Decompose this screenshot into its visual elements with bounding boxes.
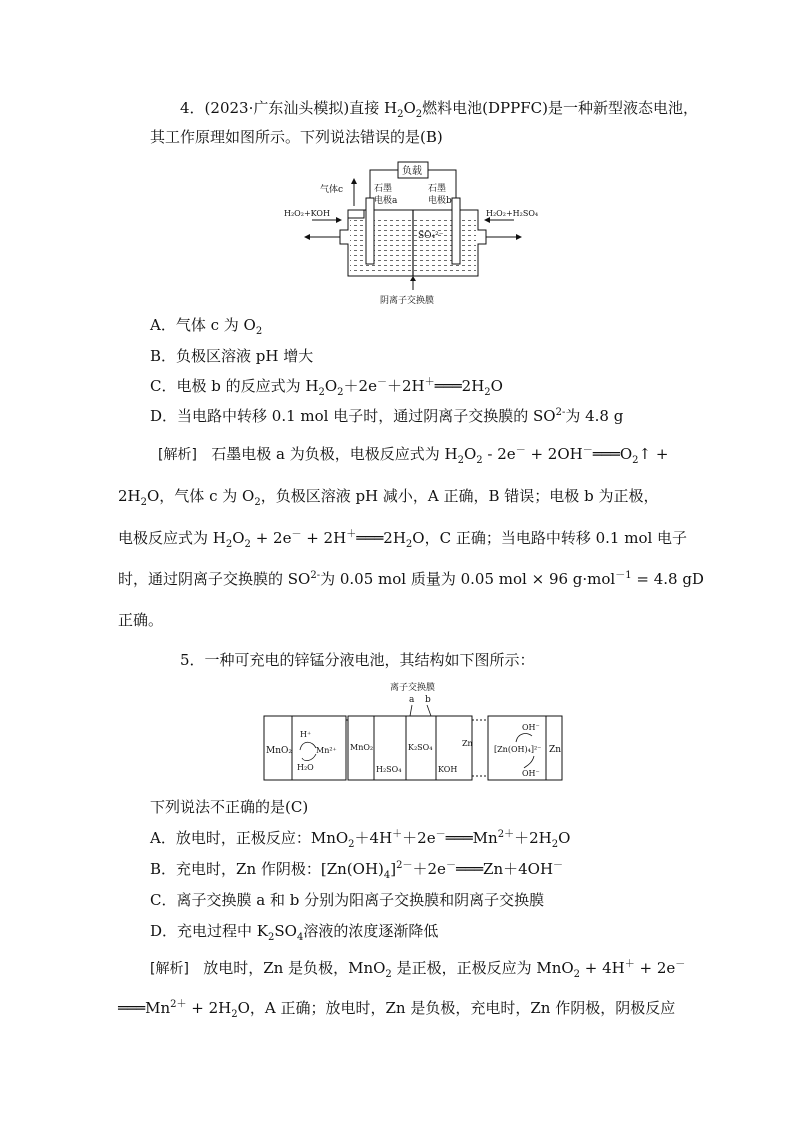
q4-option-a-text: A．气体 c 为 O [150, 316, 256, 334]
equals-sign: ═══ [445, 829, 473, 847]
t: 时，通过阴离子交换膜的 SO [118, 570, 311, 588]
t: 溶液的浓度逐渐降低 [303, 922, 439, 940]
q4-option-c [150, 376, 503, 396]
t: ＋2e [402, 829, 436, 847]
q4-answer: B [425, 128, 437, 146]
q4-close: ) [436, 128, 443, 146]
q5-answer: C [290, 798, 303, 816]
t: + 2e [250, 529, 292, 547]
t: Mn [145, 999, 171, 1017]
t: ) [302, 798, 309, 816]
t: - 2e [482, 445, 516, 463]
sub: 2 [348, 839, 355, 850]
t: 2H [383, 529, 406, 547]
t: 石墨电极 a 为负极，电极反应式为 H [211, 445, 458, 463]
sup: 2- [310, 570, 321, 581]
right-znoh: [Zn(OH)₄]²⁻ [494, 745, 542, 754]
mid-mno2: MnO₂ [350, 743, 374, 752]
t: 为 0.05 mol 质量为 0.05 mol × 96 g·mol [320, 570, 616, 588]
t: 2H [461, 377, 485, 395]
left-mn: Mn²⁺ [316, 746, 337, 755]
t: ＋4H [354, 829, 393, 847]
sup: － [582, 445, 593, 456]
t: O [558, 829, 571, 847]
equals-sign: ═══ [356, 529, 384, 547]
t: O [490, 377, 503, 395]
q5-stem [180, 650, 535, 670]
right-oh-top: OH⁻ [522, 723, 540, 732]
mid-k2so4: K₂SO₄ [408, 743, 433, 752]
q4-option-b [150, 346, 313, 366]
membrane-label: 阴离子交换膜 [380, 296, 435, 306]
left-mno2: MnO₂ [266, 746, 292, 756]
sup: ＋ [624, 959, 635, 970]
q4-analysis-line3 [118, 528, 687, 548]
electrode-b [452, 198, 460, 264]
q5-stem-text: 5．一种可充电的锌锰分液电池，其结构如下图所示： [180, 651, 535, 669]
sub: 2 [268, 932, 275, 943]
membrane-a-label: a [409, 695, 415, 705]
sub: 4 [296, 932, 304, 943]
q5-analysis-line1 [150, 958, 685, 979]
sub: 4 [383, 870, 391, 881]
mid-koh: KOH [438, 765, 458, 774]
t: ＋2e [343, 377, 377, 395]
sup: － [435, 829, 446, 840]
equals-sign: ═══ [118, 999, 146, 1017]
sup: ＋ [392, 829, 403, 840]
t: D．充电过程中 K [150, 922, 269, 940]
sup: 2- [555, 407, 566, 418]
q4-number: 4． [180, 99, 205, 117]
sub: 2 [632, 455, 639, 466]
q5-option-a [150, 828, 570, 848]
q4-stem-a: 直接 [349, 99, 380, 117]
sub: 2 [231, 1009, 238, 1020]
q4-option-d-pre: D．当电路中转移 0.1 mol 电子时，通过阴离子交换膜的 SO [150, 407, 556, 425]
sub: 2 [140, 497, 147, 508]
sub: 2 [484, 387, 491, 398]
t: Mn [472, 829, 498, 847]
q4-option-c-pre: C．电极 b 的反应式为 H [150, 377, 319, 395]
graphite-a-1: 石墨 [374, 184, 393, 194]
q4-stem-line2 [150, 127, 443, 147]
q4-fuel-cell-diagram [282, 158, 562, 308]
sub: 2 [405, 539, 413, 550]
sup: 2＋ [170, 999, 187, 1010]
t: Zn＋4OH [483, 860, 554, 878]
t: + 2H [186, 999, 232, 1017]
t: 放电时，Zn 是负极，MnO [203, 959, 386, 977]
q4-analysis-line5 [118, 610, 163, 630]
q4-option-a [150, 315, 262, 335]
q4-option-a-sub: 2 [255, 326, 263, 337]
t: + 4H [580, 959, 625, 977]
sup: － [515, 445, 526, 456]
t: O [324, 377, 338, 395]
q5-option-d [150, 921, 438, 941]
q4-analysis-line1 [158, 444, 668, 465]
q4-stem-line2-text: 其工作原理如图所示。下列说法错误的是( [150, 128, 426, 146]
left-h: H⁺ [300, 730, 312, 739]
t: ] [390, 860, 397, 878]
sup: 2－ [396, 860, 413, 871]
sup: ＋ [346, 529, 357, 540]
membrane-b-label: b [425, 695, 431, 705]
sup: 2＋ [497, 829, 515, 840]
t: 是正极，正极反应为 MnO [391, 959, 574, 977]
sub: 2 [244, 539, 251, 550]
q5-question-text: 下列说法不正确的是( [150, 798, 291, 816]
q4-stem-b: 燃料电池(DPPFC)是一种新型液态电池， [422, 99, 698, 117]
t: O [463, 445, 477, 463]
equals-sign: ═══ [455, 860, 484, 878]
sub: 2 [254, 497, 261, 508]
q4-option-d [150, 406, 623, 426]
t: 为 4.8 g [565, 407, 624, 425]
gas-c-label: 气体c [320, 185, 344, 195]
mid-zn: Zn [462, 739, 473, 748]
sup: － [675, 959, 686, 970]
sup: － [291, 529, 302, 540]
q4-analysis-line2 [118, 486, 658, 506]
sup: － [553, 860, 564, 871]
t: O，气体 c 为 O [147, 487, 255, 505]
t: 2H [118, 487, 141, 505]
sup: －1 [615, 570, 632, 581]
q5-analysis-line2 [118, 998, 675, 1018]
t: O [619, 445, 633, 463]
t: SO [274, 922, 297, 940]
q4-option-b-text: B．负极区溶液 pH 增大 [150, 347, 314, 365]
graphite-b-1: 石墨 [428, 184, 447, 194]
t: 正确。 [118, 611, 164, 629]
t: ↑ + [638, 445, 669, 463]
t: O [232, 529, 245, 547]
analysis-label: [解析] [158, 447, 197, 463]
sup: ＋ [424, 377, 435, 388]
graphite-a-2: 电极a [374, 196, 398, 206]
t: C．离子交换膜 a 和 b 分别为阳离子交换膜和阴离子交换膜 [150, 891, 545, 909]
sup: － [445, 860, 456, 871]
ion-label: SO₄²⁻ [418, 231, 444, 241]
t: A．放电时，正极反应：MnO [150, 829, 349, 847]
t: ＋2e [412, 860, 446, 878]
analysis-label: [解析] [150, 961, 189, 977]
electrode-a [366, 198, 374, 264]
q5-question [150, 797, 308, 817]
sub: 2 [573, 969, 581, 980]
graphite-b-2: 电极b [428, 196, 452, 206]
left-h2o: H₂O [297, 763, 314, 772]
right-input-label: H₂O₂+H₂SO₄ [486, 209, 539, 218]
sub: 2 [385, 969, 392, 980]
t: B．充电时，Zn 作阴极：[Zn(OH) [150, 860, 384, 878]
sub: 2 [457, 455, 464, 466]
mid-h2so4: H₂SO₄ [376, 765, 402, 774]
right-zn: Zn [549, 745, 562, 755]
q4-source: (2023·广东汕头模拟) [204, 99, 350, 117]
t: O，C 正确；当电路中转移 0.1 mol 电子 [412, 529, 688, 547]
q5-battery-diagram [262, 680, 566, 784]
t: ＋2H [514, 829, 552, 847]
q5-membrane-label: 离子交换膜 [390, 683, 436, 693]
t: ＋2H [386, 377, 425, 395]
sub: 2 [337, 387, 344, 398]
q5-option-c [150, 890, 544, 910]
t: + 2OH [525, 445, 583, 463]
sub: 2 [551, 839, 559, 850]
load-label: 负载 [402, 166, 422, 177]
left-input-label: H₂O₂+KOH [284, 209, 330, 218]
equals-sign: ═══ [434, 377, 462, 395]
sub: 2 [318, 387, 325, 398]
t: O，A 正确；放电时，Zn 是负极，充电时，Zn 作阴极，阴极反应 [237, 999, 676, 1017]
t: = 4.8 gD [631, 570, 704, 588]
sup: － [376, 377, 387, 388]
sub: 2 [476, 455, 483, 466]
t: 电极反应式为 H [118, 529, 226, 547]
right-oh-bottom: OH⁻ [522, 769, 540, 778]
t: + 2H [301, 529, 347, 547]
sub: 2 [225, 539, 233, 550]
equals-sign: ═══ [592, 445, 620, 463]
q4-analysis-line4 [118, 569, 704, 589]
q4-stem-line1: 4．(2023·广东汕头模拟)直接 $H_2O_2$燃料电池(DPPFC)是一种新型液态电池， [180, 99, 698, 120]
t: ，负极区溶液 pH 减小，A 正确，B 错误；电极 b 为正极， [260, 487, 659, 505]
t: + 2e [634, 959, 676, 977]
q5-option-b [150, 859, 563, 879]
